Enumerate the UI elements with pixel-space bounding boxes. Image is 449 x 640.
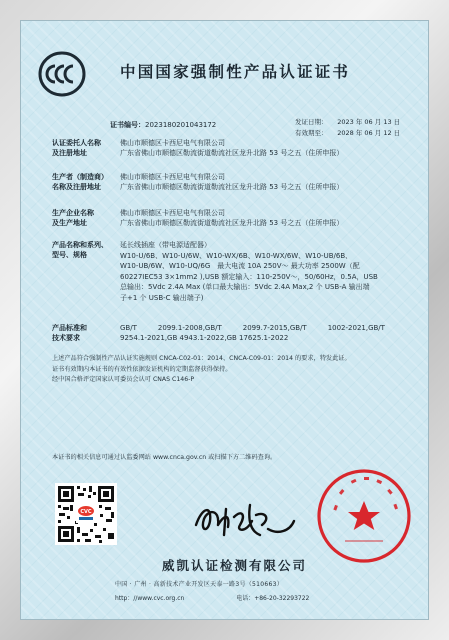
manufacturer-label-line2: 名称及注册地址: [52, 183, 101, 191]
certificate-number-value: 2023180201043172: [145, 121, 217, 129]
factory-value: [120, 208, 420, 228]
product-section: [52, 240, 432, 304]
star-icon: [348, 501, 380, 530]
product-label-line1: 产品名称和系列、: [52, 241, 108, 249]
note-line: 证书有效期内本证书的有效性依据发证机构的定期监督获得保持。: [52, 365, 232, 373]
organization-address: 中国 · 广州 · 高新技术产业开发区天泰一路3号（510663）: [115, 581, 284, 588]
manufacturer-address: 广东省佛山市顺德区勒流街道勒流社区龙升北路 53 号之五（住所申报）: [120, 183, 344, 191]
note-line: 经中国合格评定国家认可委员会认可 CNAS C146-P: [52, 376, 195, 383]
client-label-line1: 认证委托人名称: [52, 139, 101, 147]
manufacturer-name: 佛山市顺德区卡西尼电气有限公司: [120, 173, 225, 181]
factory-label-line1: 生产企业名称: [52, 209, 94, 217]
standards-label: [52, 323, 114, 343]
qr-code-icon[interactable]: [55, 483, 117, 545]
certificate-number-label: 证书编号：: [110, 121, 145, 129]
client-name: 佛山市顺德区卡西尼电气有限公司: [120, 139, 225, 147]
expiry-date: 有效期至： 2028 年 06 月 12 日: [295, 129, 401, 137]
client-value: [120, 138, 420, 158]
standards-label-line1: 产品标准和: [52, 324, 87, 332]
product-label-line2: 型号、规格: [52, 251, 87, 259]
product-line: 60227IEC53 3×1mm2 ),USB 额定输入：110-250V～，50/60Hz，0.5A，USB: [120, 272, 378, 281]
factory-address: 广东省佛山市顺德区勒流街道勒流社区龙升北路 53 号之五（住所申报）: [120, 219, 344, 227]
organization-contact: [115, 593, 309, 602]
note-line: 上述产品符合强制性产品认证实施规则 CNCA-C02-01：2014、CNCA-C09-01：2014 的要求，特发此证。: [52, 355, 351, 362]
organization-website[interactable]: http：//www.cvc.org.cn: [115, 595, 185, 602]
standards-line: GB/T 2099.1-2008,GB/T 2099.7-2015,GB/T 1002-2021,GB/T: [120, 324, 385, 332]
client-section: [52, 138, 432, 162]
product-line: W10-U/6B、W10-U/6W、W10-WX/6B、W10-WX/6W、W10-UB/6B、: [120, 251, 353, 260]
certificate-number: [110, 120, 216, 130]
certificate-notes: [52, 354, 402, 386]
manufacturer-value: [120, 172, 420, 192]
product-line: 总输出：5Vdc 2.4A Max (单口最大输出：5Vdc 2.4A Max,2 个 USB-A 输出端: [120, 283, 370, 291]
product-value: [120, 240, 420, 303]
manufacturer-label-line1: 生产者（制造商）: [52, 173, 108, 181]
standards-label-line2: 技术要求: [52, 334, 80, 342]
product-line: 延长线插座（带电源适配器）: [120, 241, 211, 249]
client-label: [52, 138, 114, 158]
certificate: [20, 20, 429, 620]
manufacturer-label: [52, 172, 114, 192]
verification-note: 本证书的相关信息可通过认监委网站 www.cnca.gov.cn 或扫描下方二维码查询。: [52, 454, 277, 461]
standards-section: [52, 323, 432, 347]
manufacturer-section: [52, 172, 432, 196]
factory-label-line2: 及生产地址: [52, 219, 87, 227]
issue-date: 发证日期： 2023 年 06 月 13 日: [295, 118, 401, 126]
issuing-organization: 威凯认证检测有限公司: [162, 558, 308, 573]
qr-badge-text: CVC: [80, 509, 92, 515]
validity-dates: [295, 117, 400, 139]
factory-label: [52, 208, 114, 228]
ccc-logo-icon: [38, 50, 86, 98]
product-label: [52, 240, 114, 260]
factory-section: [52, 208, 432, 232]
client-label-line2: 及注册地址: [52, 149, 87, 157]
organization-phone: 电话：+86-20-32293722: [236, 595, 310, 602]
certificate-title: 中国国家强制性产品认证证书: [120, 63, 351, 81]
product-line: W10-UB/6W、W10-UQ/6G 最大电流 10A 250V～ 最大功率 2500W（配: [120, 262, 360, 270]
factory-name: 佛山市顺德区卡西尼电气有限公司: [120, 209, 225, 217]
official-stamp: [315, 467, 413, 565]
product-line: 子+1 个 USB-C 输出端子): [120, 293, 204, 302]
client-address: 广东省佛山市顺德区勒流街道勒流社区龙升北路 53 号之五（住所申报）: [120, 149, 344, 157]
standards-value: [120, 323, 420, 343]
standards-line: 9254.1-2021,GB 4943.1-2022,GB 17625.1-2022: [120, 334, 289, 342]
signature: [190, 495, 300, 545]
